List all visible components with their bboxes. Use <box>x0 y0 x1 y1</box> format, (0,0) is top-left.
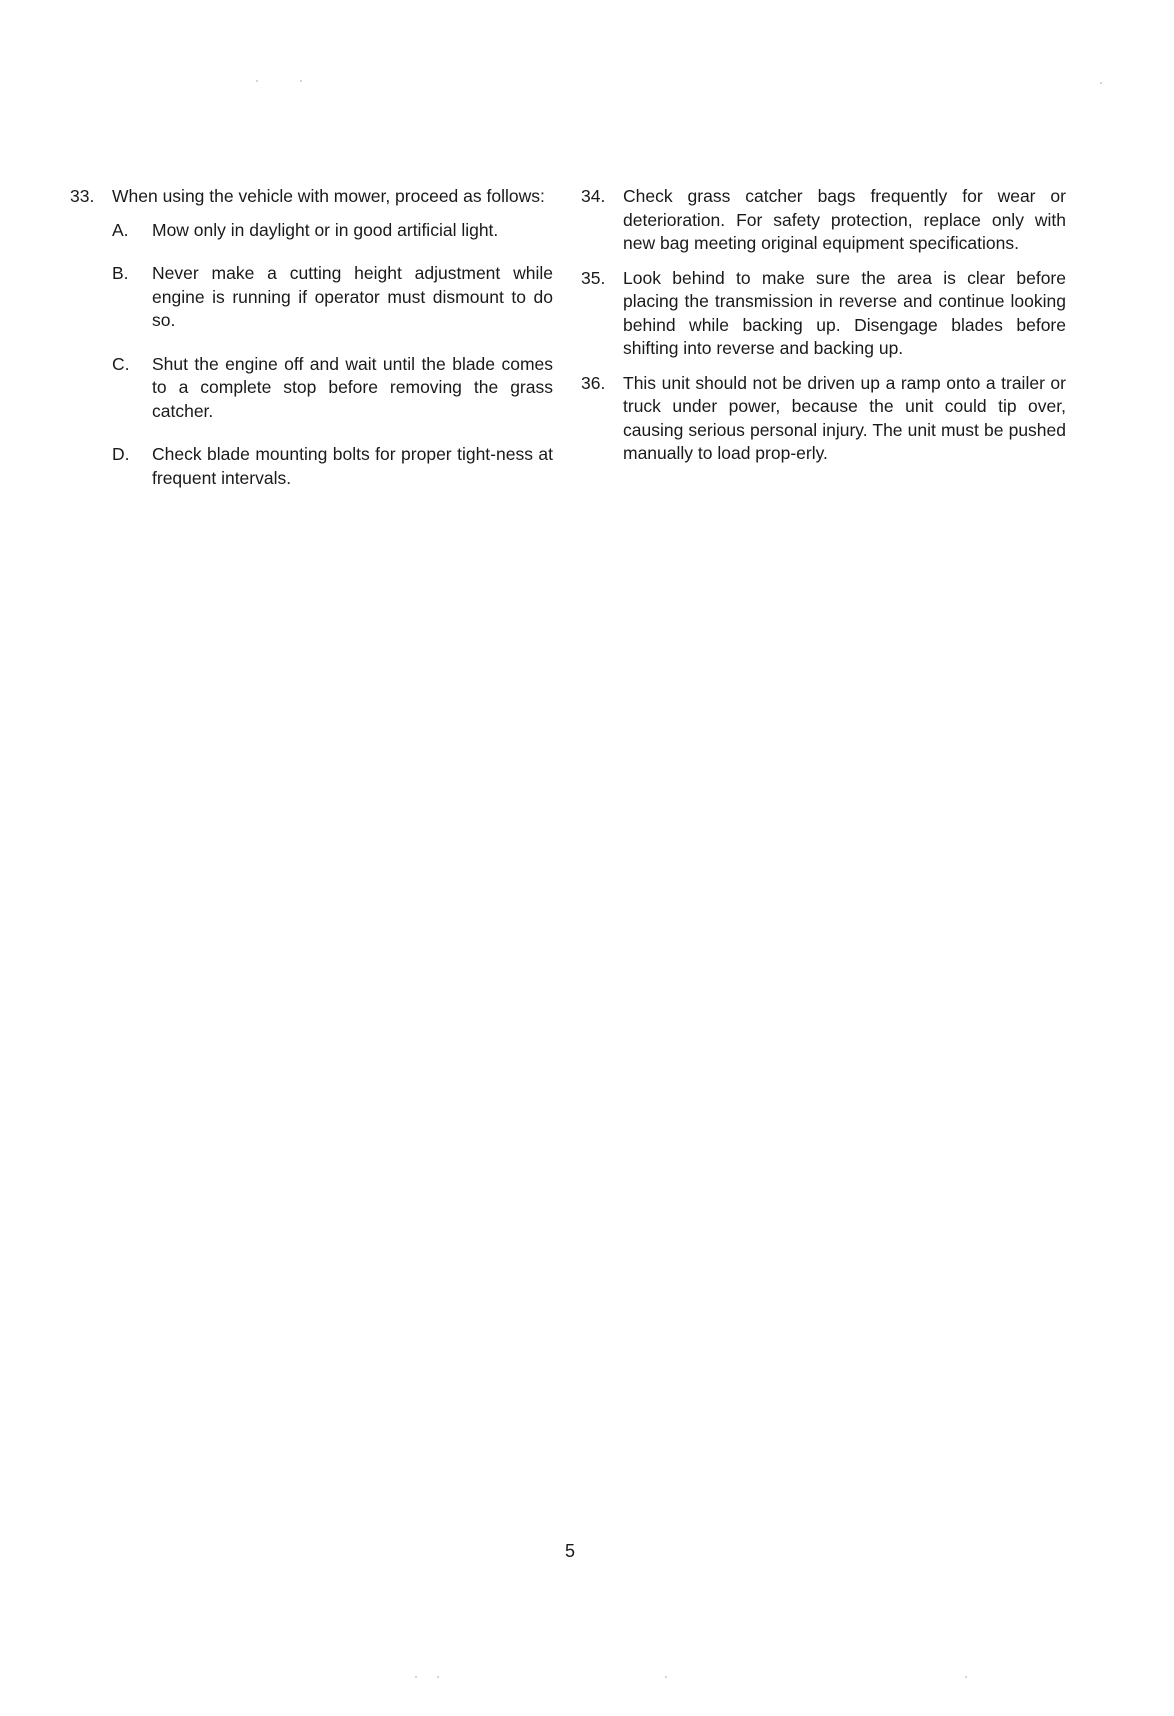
item-number: 36. <box>581 372 606 393</box>
scan-speck <box>437 1676 439 1678</box>
sub-item-a <box>70 219 553 243</box>
item-number: 35. <box>581 267 606 288</box>
sub-item-b <box>70 262 553 333</box>
page-number: 5 <box>564 1541 575 1561</box>
sub-item-letter: C. <box>112 353 130 374</box>
sub-item-d <box>70 443 553 490</box>
scan-speck <box>1100 82 1102 84</box>
left-column <box>70 185 553 490</box>
scan-speck <box>965 1676 967 1678</box>
safety-item-35 <box>581 267 1066 361</box>
item-text: When using the vehicle with mower, proceed as follows: <box>112 186 545 206</box>
sub-item-text: Shut the engine off and wait until the blade comes to a complete stop before removing the grass catcher. <box>152 353 553 421</box>
scan-speck <box>415 1676 417 1678</box>
sub-item-letter: D. <box>112 444 130 464</box>
right-column <box>581 185 1066 466</box>
sub-item-text: Mow only in daylight or in good artificial light. <box>152 219 499 240</box>
safety-item-34 <box>581 185 1066 256</box>
item-text: This unit should not be driven up a ramp onto a trailer or truck under power, because the unit could tip over, causing serious personal injury. The unit must be pushed manually to load prop-erly. <box>623 372 1066 463</box>
sub-item-text: Never make a cutting height adjustment while engine is running if operator must dismount to do so. <box>152 263 553 330</box>
sub-item-letter: A. <box>112 219 129 240</box>
sub-item-text: Check blade mounting bolts for proper tight-ness at frequent intervals. <box>152 444 553 488</box>
sub-item-letter: B. <box>112 263 129 283</box>
safety-item-33 <box>70 185 553 209</box>
scan-speck <box>256 80 258 82</box>
scan-speck <box>300 80 302 82</box>
item-text: Check grass catcher bags frequently for wear or deterioration. For safety protection, replace only with new bag meeting original equipment specifications. <box>623 186 1066 253</box>
safety-item-36 <box>581 372 1066 466</box>
item-number: 33. <box>70 186 95 206</box>
item-text: Look behind to make sure the area is clear before placing the transmission in reverse and continue looking behind while backing up. Disengage blades before shifting into reverse and backing up. <box>623 267 1066 358</box>
item-number: 34. <box>581 186 606 206</box>
sub-item-c <box>70 353 553 424</box>
scan-speck <box>665 1676 667 1678</box>
